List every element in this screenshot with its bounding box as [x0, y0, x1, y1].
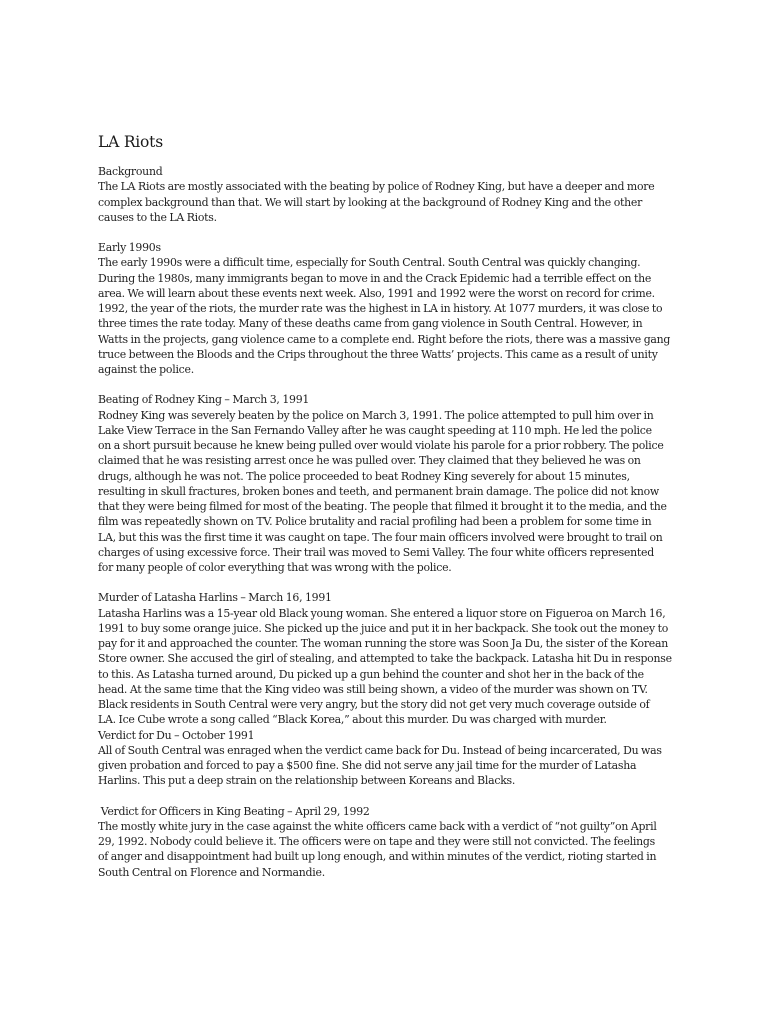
paragraph-line: on a short pursuit because he knew being pulled over would violate his parole for a prior robbery. The police — [98, 439, 664, 452]
document-section — [98, 728, 670, 789]
paragraph-line: resulting in skull fractures, broken bones and teeth, and permanent brain damage. The police did not know — [98, 484, 660, 498]
paragraph-line: The mostly white jury in the case against the white officers came back with a verdict of “not guilty”on April — [98, 819, 657, 833]
paragraph-line: The LA Riots are mostly associated with the beating by police of Rodney King, but have a deeper and more — [98, 180, 655, 194]
paragraph-line: to this. As Latasha turned around, Du picked up a gun behind the counter and shot her in the back of the — [98, 667, 644, 681]
paragraph-line: truce between the Bloods and the Crips throughout the three Watts’ projects. This came as a result of unity — [98, 347, 658, 361]
paragraph-line: film was repeatedly shown on TV. Police brutality and racial profiling had been a problem for some time in — [98, 515, 652, 529]
document-title: LA Riots — [98, 133, 163, 151]
paragraph-line: Harlins. This put a deep strain on the relationship between Koreans and Blacks. — [98, 774, 516, 788]
paragraph-line: All of South Central was enraged when the verdict came back for Du. Instead of being incarcerated, Du was — [98, 743, 662, 757]
document-page — [98, 130, 670, 895]
section-heading: Background — [98, 165, 163, 178]
paragraph-line: Store owner. She accused the girl of stealing, and attempted to take the backpack. Latasha hit Du in response — [98, 652, 672, 666]
paragraph-line: Rodney King was severely beaten by the police on March 3, 1991. The police attempted to pull him over in — [98, 408, 654, 422]
paragraph-line: causes to the LA Riots. — [98, 210, 217, 224]
paragraph-line: drugs, although he was not. The police proceeded to beat Rodney King severely for about 15 minutes, — [98, 469, 630, 483]
document-body — [98, 164, 670, 880]
document-section — [98, 392, 670, 575]
document-section — [98, 164, 670, 225]
paragraph-line: 1992, the year of the riots, the murder rate was the highest in LA in history. At 1077 murders, it was close to — [98, 302, 663, 315]
paragraph-line: LA. Ice Cube wrote a song called “Black Korea,” about this murder. Du was charged with murder. — [98, 713, 607, 727]
paragraph-line: Watts in the projects, gang violence came to a complete end. Right before the riots, there was a massive gang — [98, 332, 671, 346]
paragraph-line: pay for it and approached the counter. The woman running the store was Soon Ja Du, the sister of the Korean — [98, 637, 668, 650]
paragraph-line: charges of using excessive force. Their trail was moved to Semi Valley. The four white officers represented — [98, 545, 654, 559]
paragraph-line: head. At the same time that the King video was still being shown, a video of the murder was shown on TV. — [98, 682, 648, 696]
section-paragraph — [98, 179, 670, 225]
section-paragraph — [98, 606, 670, 728]
paragraph-line: of anger and disappointment had built up long enough, and within minutes of the verdict, rioting started in — [98, 850, 657, 864]
paragraph-line: given probation and forced to pay a $500 fine. She did not serve any jail time for the murder of Latasha — [98, 759, 637, 772]
paragraph-line: that they were being filmed for most of the beating. The people that filmed it brought it to the media, and the — [98, 500, 667, 513]
paragraph-line: Latasha Harlins was a 15-year old Black young woman. She entered a liquor store on Figueroa on March 16, — [98, 606, 666, 620]
section-paragraph — [98, 743, 670, 789]
paragraph-line: The early 1990s were a difficult time, especially for South Central. South Central was quickly changing. — [98, 256, 641, 270]
paragraph-line: for many people of color everything that was wrong with the police. — [98, 561, 452, 574]
section-heading: Murder of Latasha Harlins – March 16, 1991 — [98, 591, 332, 605]
section-heading: Beating of Rodney King – March 3, 1991 — [98, 393, 310, 407]
paragraph-line: 1991 to buy some orange juice. She picked up the juice and put it in her backpack. She took out the money to — [98, 621, 669, 635]
paragraph-line: Black residents in South Central were very angry, but the story did not get very much coverage outside of — [98, 698, 650, 711]
paragraph-line: LA, but this was the first time it was caught on tape. The four main officers involved were brought to trail on — [98, 530, 663, 544]
section-heading: Early 1990s — [98, 241, 161, 254]
section-paragraph — [98, 819, 670, 880]
paragraph-line: area. We will learn about these events next week. Also, 1991 and 1992 were the worst on record for crime. — [98, 286, 655, 300]
paragraph-line: against the police. — [98, 363, 194, 376]
document-section — [98, 590, 670, 727]
section-paragraph — [98, 255, 670, 377]
paragraph-line: three times the rate today. Many of these deaths came from gang violence in South Central. However, in — [98, 317, 643, 331]
section-heading: Verdict for Officers in King Beating – April 29, 1992 — [98, 804, 370, 818]
section-paragraph — [98, 408, 670, 576]
section-heading: Verdict for Du – October 1991 — [98, 728, 255, 742]
paragraph-line: 29, 1992. Nobody could believe it. The officers were on tape and they were still not convicted. The feelings — [98, 835, 655, 848]
paragraph-line: South Central on Florence and Normandie. — [98, 865, 325, 879]
paragraph-line: complex background than that. We will start by looking at the background of Rodney King and the other — [98, 195, 643, 209]
document-section — [98, 240, 670, 377]
paragraph-line: Lake View Terrace in the San Fernando Valley after he was caught speeding at 110 mph. He led the police — [98, 423, 652, 437]
paragraph-line: claimed that he was resisting arrest once he was pulled over. They claimed that they believed he was on — [98, 454, 641, 468]
document-section — [98, 804, 670, 880]
paragraph-line: During the 1980s, many immigrants began to move in and the Crack Epidemic had a terrible effect on the — [98, 271, 652, 285]
